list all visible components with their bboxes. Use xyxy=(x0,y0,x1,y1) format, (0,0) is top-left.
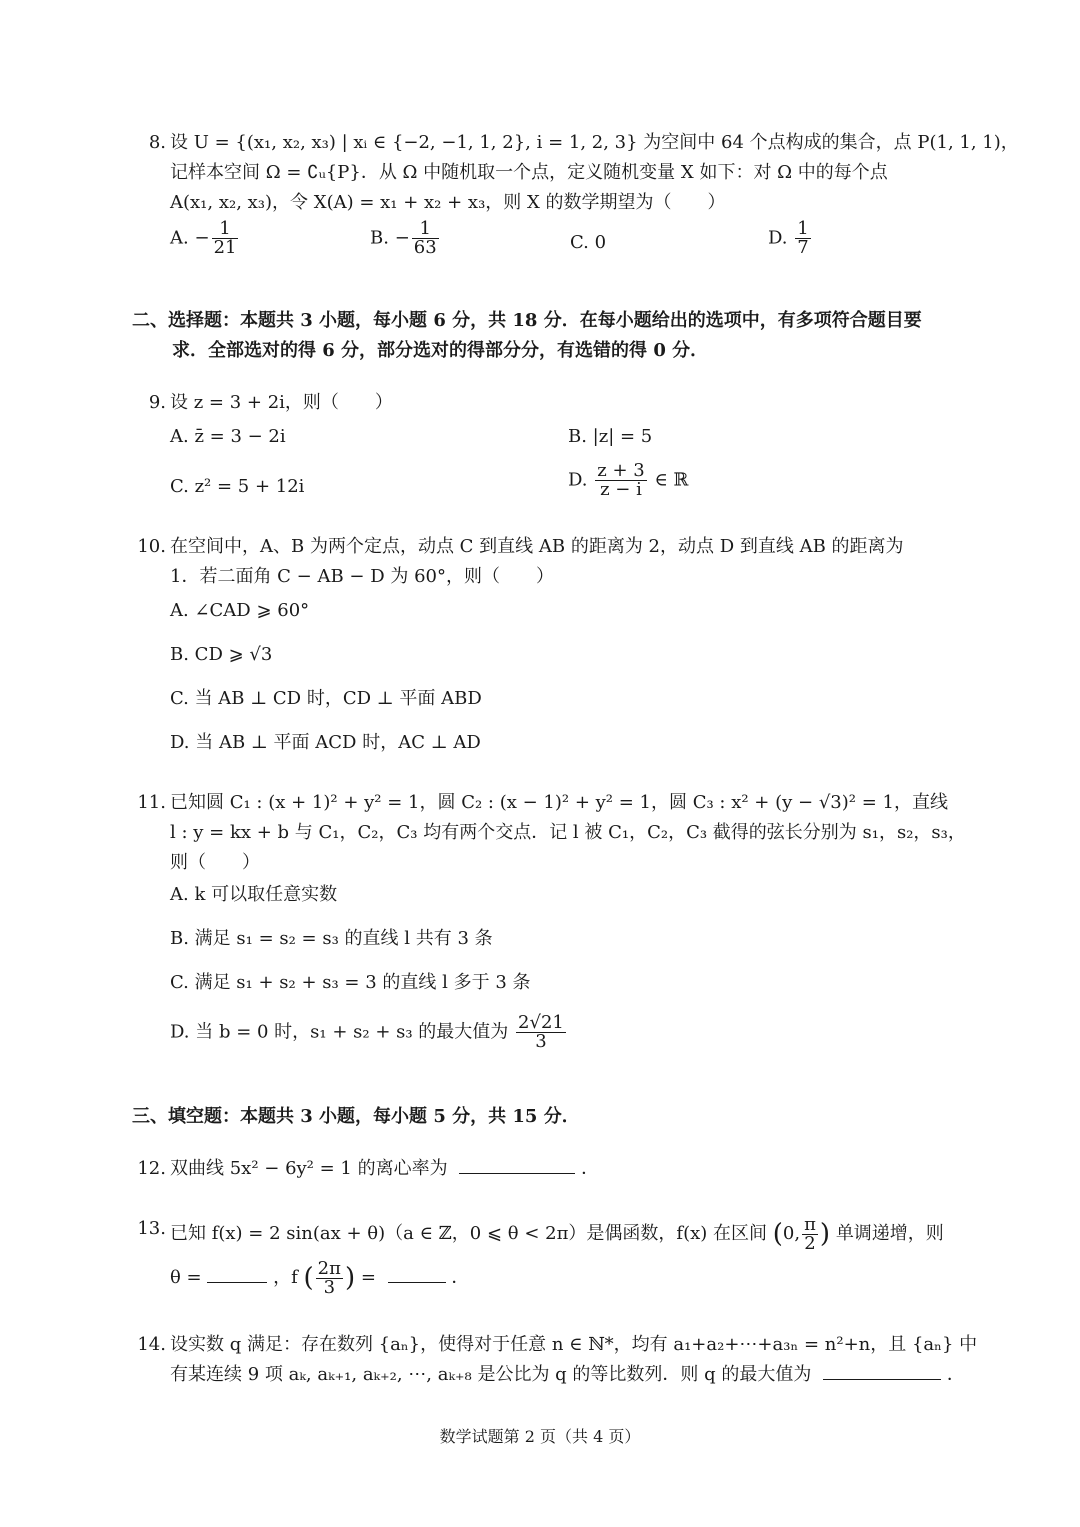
question-text: ，f xyxy=(273,1267,298,1288)
option-c xyxy=(570,228,606,258)
question-text-line xyxy=(170,1214,950,1254)
fraction-numerator: z + 3 xyxy=(597,460,645,481)
option-a: A. k 可以取任意实数 xyxy=(170,884,338,905)
fraction-numerator: 2√21 xyxy=(518,1012,564,1033)
fraction-denominator: z − i xyxy=(600,479,642,500)
question-text: 有某连续 9 项 aₖ, aₖ₊₁, aₖ₊₂, ⋯, aₖ₊₈ 是公比为 q 的等比数列．则 q 的最大值为 xyxy=(170,1364,812,1385)
option-label: A. xyxy=(170,227,189,249)
option-text: 0 xyxy=(594,232,607,253)
question-number: 11. xyxy=(137,792,166,813)
option-fraction xyxy=(795,220,810,257)
question-text: 双曲线 5x² − 6y² = 1 的离心率为 xyxy=(170,1158,448,1179)
option-d xyxy=(170,1014,568,1051)
option-c: C. 满足 s₁ + s₂ + s₃ = 3 的直线 l 多于 3 条 xyxy=(170,972,531,993)
question-text: 已知 f(x) = 2 sin(ax + θ)（a ∈ ℤ，0 ⩽ θ < 2π）是偶函数，f(x) 在区间 xyxy=(170,1223,767,1244)
question-text: 单调递增，则 xyxy=(835,1223,944,1244)
question-body xyxy=(170,1214,950,1302)
fraction-denominator: 7 xyxy=(797,237,809,258)
option-label: C. xyxy=(570,232,589,253)
question-14 xyxy=(130,1330,978,1394)
question-end-mark: ． xyxy=(946,1364,965,1385)
question-number: 9. xyxy=(148,392,166,413)
question-number: 13. xyxy=(137,1218,166,1239)
option-text: ∈ ℝ xyxy=(654,469,689,491)
section-heading-line: 求．全部选对的得 6 分，部分选对的得部分分，有选错的得 0 分． xyxy=(172,340,709,361)
option-d xyxy=(568,462,688,499)
fraction-denominator: 63 xyxy=(413,237,437,258)
question-text-line: 则（ ） xyxy=(170,852,260,873)
question-number: 12. xyxy=(137,1158,166,1179)
fraction-numerator: π xyxy=(804,1213,816,1235)
option-b: B. 满足 s₁ = s₂ = s₃ 的直线 l 共有 3 条 xyxy=(170,928,493,949)
question-number: 14. xyxy=(137,1334,166,1355)
question-text-line: 记样本空间 Ω = ∁ᵤ{P}．从 Ω 中随机取一个点，定义随机变量 X 如下：对 Ω 中的每个点 xyxy=(170,162,888,183)
question-11 xyxy=(130,788,966,1068)
question-9 xyxy=(130,388,950,518)
question-8 xyxy=(130,128,1019,268)
question-text: = xyxy=(360,1267,376,1288)
question-body xyxy=(170,128,1019,218)
question-number: 10. xyxy=(137,536,166,557)
option-b: B. |z| = 5 xyxy=(568,426,653,447)
question-text-line xyxy=(170,1254,950,1302)
fraction-denominator: 21 xyxy=(213,237,237,258)
option-b: B. CD ⩾ √3 xyxy=(170,644,273,665)
answer-blank[interactable] xyxy=(459,1159,575,1174)
question-end-mark: ． xyxy=(581,1158,600,1179)
question-text: θ = xyxy=(170,1267,202,1288)
interval-left: 0, xyxy=(782,1223,801,1244)
left-paren: ( xyxy=(303,1263,314,1293)
question-body xyxy=(170,388,950,418)
option-label: B. xyxy=(370,227,389,249)
option-c: C. z² = 5 + 12i xyxy=(170,476,305,497)
fraction-numerator: 1 xyxy=(212,220,239,239)
section-heading-fill-in xyxy=(132,1102,952,1132)
question-text-line xyxy=(170,1154,950,1184)
question-number: 8. xyxy=(148,132,166,153)
option-fraction xyxy=(412,220,439,257)
fraction-numerator: 1 xyxy=(797,218,809,239)
section-heading-line: 二、选择题：本题共 3 小题，每小题 6 分，共 18 分．在每小题给出的选项中，有多项符合题目要 xyxy=(132,310,922,331)
question-text-line: A(x₁, x₂, x₃)，令 X(A) = x₁ + x₂ + x₃，则 X 的数学期望为（ ） xyxy=(170,192,726,213)
question-body xyxy=(170,1154,950,1184)
question-text-line: 在空间中，A、B 为两个定点，动点 C 到直线 AB 的距离为 2，动点 D 到直线 AB 的距离为 xyxy=(170,536,904,557)
fraction-denominator: 3 xyxy=(535,1031,547,1052)
option-a xyxy=(170,220,240,257)
option-fraction xyxy=(516,1014,566,1051)
question-10 xyxy=(130,532,950,762)
section-heading-line: 三、填空题：本题共 3 小题，每小题 5 分，共 15 分． xyxy=(132,1106,580,1127)
option-label: D. xyxy=(568,469,588,491)
question-body xyxy=(170,532,950,592)
option-d xyxy=(768,220,813,257)
fraction-numerator: 1 xyxy=(412,220,439,239)
fraction-denominator: 2 xyxy=(804,1232,816,1254)
question-end-mark: ． xyxy=(451,1267,470,1288)
option-label: D. xyxy=(768,227,788,249)
interval-fraction xyxy=(802,1213,818,1254)
question-text-line: l : y = kx + b 与 C₁，C₂，C₃ 均有两个交点．记 l 被 C₁，C₂，C₃ 截得的弦长分别为 s₁，s₂，s₃， xyxy=(170,822,966,843)
right-paren: ) xyxy=(819,1219,831,1249)
option-d: D. 当 AB ⊥ 平面 ACD 时，AC ⊥ AD xyxy=(170,732,481,753)
answer-blank-value[interactable] xyxy=(388,1268,446,1283)
option-fraction xyxy=(212,220,239,257)
question-text-line: 1．若二面角 C − AB − D 为 60°，则（ ） xyxy=(170,566,555,587)
fraction-denominator: 3 xyxy=(323,1276,336,1298)
option-fraction xyxy=(595,462,646,499)
option-text: D. 当 b = 0 时，s₁ + s₂ + s₃ 的最大值为 xyxy=(170,1021,509,1043)
question-text-line xyxy=(170,1360,965,1390)
option-a: A. ∠CAD ⩾ 60° xyxy=(170,600,310,621)
question-13 xyxy=(130,1214,950,1306)
right-paren: ) xyxy=(344,1263,356,1293)
question-text-line: 设实数 q 满足：存在数列 {aₙ}，使得对于任意 n ∈ ℕ*，均有 a₁+a₂+⋯+a₃ₙ = n²+n，且 {aₙ} 中 xyxy=(170,1334,978,1355)
question-body xyxy=(170,1330,978,1390)
option-a: A. z̄ = 3 − 2i xyxy=(170,426,286,447)
option-b xyxy=(370,220,441,257)
answer-blank[interactable] xyxy=(823,1365,941,1380)
question-body xyxy=(170,788,966,878)
question-text-line: 已知圆 C₁ : (x + 1)² + y² = 1，圆 C₂ : (x − 1)² + y² = 1，圆 C₃ : x² + (y − √3)² = 1，直线 xyxy=(170,792,948,813)
question-text-line: 设 z = 3 + 2i，则（ ） xyxy=(170,392,393,413)
question-text-line: 设 U = {(x₁, x₂, x₃) | xᵢ ∈ {−2, −1, 1, 2}, i = 1, 2, 3} 为空间中 64 个点构成的集合，点 P(1, 1, 1)， xyxy=(170,132,1019,153)
section-heading-multiple-choice xyxy=(132,306,952,366)
left-paren: ( xyxy=(772,1219,783,1249)
argument-fraction xyxy=(316,1257,343,1298)
answer-blank-theta[interactable] xyxy=(207,1268,267,1283)
fraction-numerator: 2π xyxy=(317,1257,341,1279)
page-footer: 数学试题第 2 页（共 4 页） xyxy=(439,1427,641,1446)
option-c: C. 当 AB ⊥ CD 时，CD ⊥ 平面 ABD xyxy=(170,688,482,709)
option-sign: − xyxy=(394,227,410,249)
option-sign: − xyxy=(194,227,210,249)
